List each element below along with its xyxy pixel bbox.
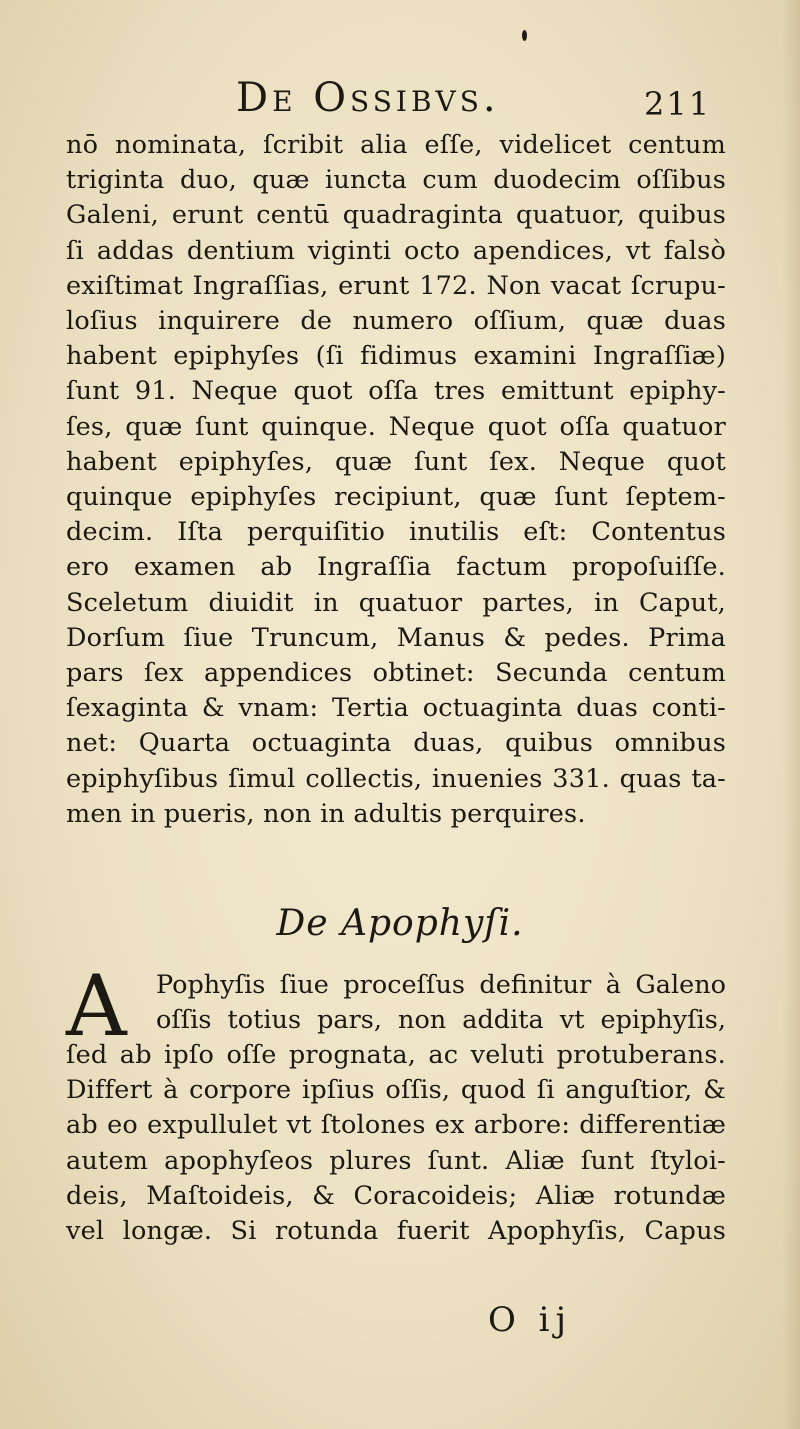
- text-line: epiphyſibus ſimul collectis, inuenies 331. quas ta-: [66, 763, 726, 794]
- text-line: Differt à corpore ipſius oſſis, quod ſi anguſtior, &: [66, 1075, 726, 1106]
- text-line: loſius inquirere de numero oſſium, quæ duas: [66, 306, 726, 337]
- text-line: exiſtimat Ingraſſias, erunt 172. Non vacat ſcrupu-: [66, 270, 726, 301]
- signature-mark: O ij: [488, 1300, 573, 1340]
- text-line: quinque epiphyſes recipiunt, quæ ſunt ſeptem-: [66, 482, 726, 513]
- page-number: 211: [644, 85, 712, 123]
- page-edge-shadow: [782, 0, 800, 1429]
- text-line: Sceletum diuidit in quatuor partes, in Caput,: [66, 587, 726, 618]
- section-lines: [66, 1038, 726, 1249]
- text-line: ero examen ab Ingraſſia factum propoſuiſſe.: [66, 552, 726, 583]
- text-line: triginta duo, quæ iuncta cum duodecim oſſibus: [66, 165, 726, 196]
- text-line: pars ſex appendices obtinet: Secunda centum: [66, 658, 726, 689]
- page-header: [0, 75, 800, 125]
- drop-cap: A: [66, 957, 127, 1055]
- text-line: men in pueris, non in adultis perquires.: [66, 798, 586, 829]
- ink-speck: [522, 30, 527, 41]
- text-line: vel longæ. Si rotunda fuerit Apophyſis, Capus: [66, 1216, 726, 1247]
- running-title: De Ossibvs.: [236, 75, 500, 121]
- section-heading: De Apophyſi.: [276, 903, 524, 944]
- text-line: deis, Maſtoideis, & Coracoideis; Aliæ rotundæ: [66, 1180, 726, 1211]
- text-line: oſſis totius pars, non addita vt epiphyſis,: [156, 1005, 726, 1036]
- text-line: ſes, quæ ſunt quinque. Neque quot oſſa quatuor: [66, 411, 726, 442]
- text-line: ſi addas dentium viginti octo apendices, vt falsò: [66, 235, 726, 266]
- text-line: ſed ab ipſo oſſe prognata, ac veluti protuberans.: [66, 1040, 726, 1070]
- text-line: nō nominata, ſcribit alia eſſe, videlicet centum: [66, 130, 726, 160]
- text-line: Pophyſis ſiue proceſſus definitur à Galeno: [156, 970, 726, 1000]
- text-line: autem apophyſeos plures ſunt. Aliæ ſunt ſtyloi-: [66, 1145, 726, 1176]
- text-line: net: Quarta octuaginta duas, quibus omnibus: [66, 728, 726, 759]
- text-line: habent epiphyſes, quæ ſunt ſex. Neque quot: [66, 446, 726, 477]
- text-line: ſexaginta & vnam: Tertia octuaginta duas conti-: [66, 693, 726, 724]
- text-line: Galeni, erunt centū quadraginta quatuor, quibus: [66, 200, 726, 231]
- text-line: ſunt 91. Neque quot oſſa tres emittunt epiphy-: [66, 376, 726, 407]
- text-line: ab eo expullulet vt ſtolones ex arbore: differentiæ: [66, 1110, 726, 1141]
- section-paragraph: [66, 957, 726, 1249]
- main-paragraph: [66, 128, 726, 832]
- text-line: habent epiphyſes (ſi fidimus examini Ingraſſiæ): [66, 341, 726, 372]
- text-line: Dorſum ſiue Truncum, Manus & pedes. Prima: [66, 622, 726, 653]
- text-line: decim. Iſta perquiſitio inutilis eſt: Contentus: [66, 517, 726, 548]
